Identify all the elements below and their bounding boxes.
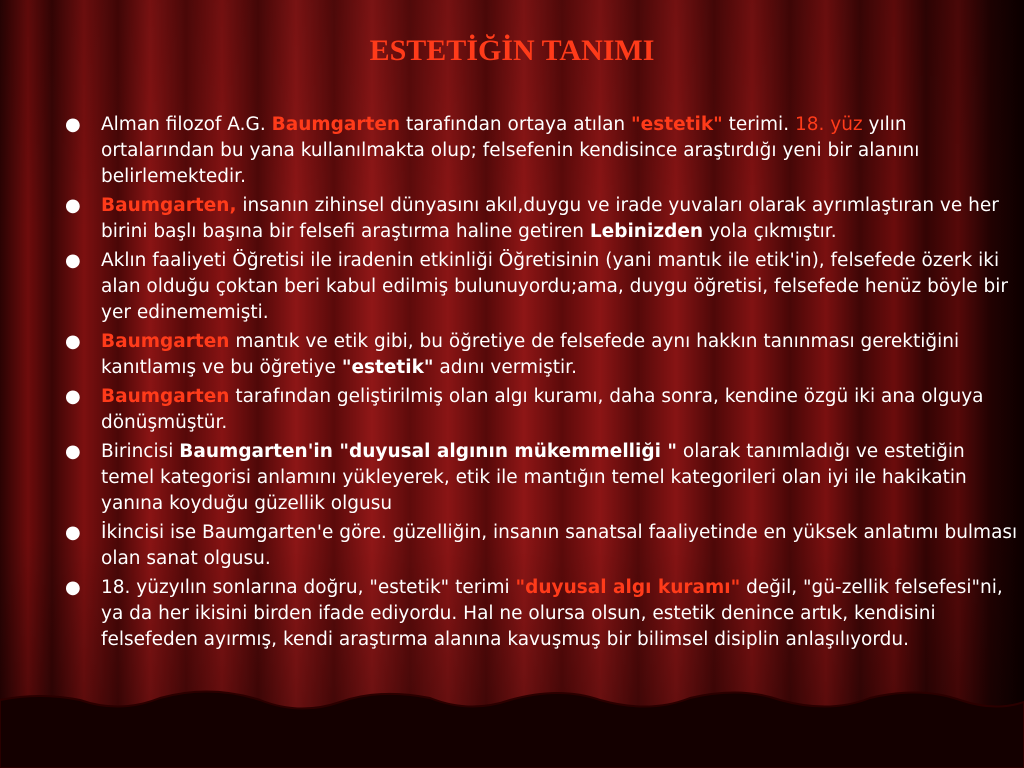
bullet-dot-icon: ● [65, 331, 81, 352]
list-item [56, 575, 1018, 653]
bullet-dot-icon: ● [65, 250, 81, 271]
list-item [56, 193, 1018, 245]
bullet-dot-icon: ● [65, 114, 81, 135]
bullet-dot-icon: ● [65, 577, 81, 598]
bullet-dot-icon: ● [65, 195, 81, 216]
highlight-baumgarten: Baumgarten [271, 114, 401, 135]
slide-title: ESTETİĞİN TANIMI [369, 34, 655, 67]
highlight-baumgarten: Baumgarten [101, 331, 230, 352]
text-run: olarak tanımladığı ve estetiğin temel kategorisi anlamını yükleyerek, etik ile mantığın temel kategorileri olan iyi ile hakikatin yanına koyduğu güzellik olgusu [101, 441, 967, 514]
text-run: 18. yüzyılın sonlarına doğru, "estetik" terimi [101, 577, 516, 598]
text-run: Aklın faaliyeti Öğretisi ile iradenin etkinliği Öğretisinin (yani mantık ile etik'in), felsefede özerk iki alan olduğu çoktan beri kabul edilmiş bulunuyordu;ama, duygu öğretisi, felsefede henüz böyle bir yer edinememişti. [101, 250, 1008, 323]
bold-estetik: "estetik" [341, 357, 434, 378]
bullet-text [101, 522, 1017, 569]
text-run: insanın zihinsel dünyasını akıl,duygu ve irade yuvaları olarak ayrımlaştıran ve her birini başlı başına bir felsefi araştırma haline getiren [101, 195, 999, 242]
bullet-dot-icon: ● [65, 441, 81, 462]
bold-lebinizden: Lebinizden [589, 221, 704, 242]
bold-definition: Baumgarten'in "duyusal algının mükemmelliği " [179, 441, 678, 462]
highlight-theory: "duyusal algı kuramı" [515, 577, 741, 598]
bullet-dot-icon: ● [65, 522, 81, 543]
text-run: tarafından geliştirilmiş olan algı kuramı, daha sonra, kendine özgü iki ana olguya dönüşmüştür. [101, 386, 984, 433]
highlight-baumgarten: Baumgarten [101, 386, 230, 407]
text-run: yola çıkmıştır. [703, 221, 837, 242]
bullet-text [101, 250, 1008, 323]
list-item [56, 112, 1018, 190]
list-item [56, 384, 1018, 436]
list-item [56, 520, 1018, 572]
text-run: Alman filozof A.G. [101, 114, 272, 135]
bullet-text [101, 577, 1003, 650]
list-item [56, 439, 1018, 517]
bullet-text [101, 441, 967, 514]
highlight-century: 18. yüz [794, 114, 863, 135]
list-item [56, 329, 1018, 381]
highlight-estetik: "estetik" [631, 114, 723, 135]
text-run: değil, "gü-zellik felsefesi"ni, ya da her ikisini birden ifade ediyordu. Hal ne olursa olsun, estetik denince artık, kendisini felsefeden ayırmış, kendi araştırma alanına kavuşmuş bir bilimsel disiplin anlaşılıyordu. [101, 577, 1003, 650]
text-run: terimi. [722, 114, 795, 135]
text-run: tarafından ortaya atılan [400, 114, 632, 135]
text-run: Birincisi [101, 441, 180, 462]
text-run: İkincisi ise Baumgarten'e göre. güzelliğin, insanın sanatsal faaliyetinde en yüksek anlatımı bulması olan sanat olgusu. [101, 522, 1018, 569]
bullet-text [101, 195, 999, 242]
bullet-text [101, 386, 984, 433]
text-run: mantık ve etik gibi, bu öğretiye de felsefede aynı hakkın tanınması gerektiğini kanıtlamış ve bu öğretiye [101, 331, 960, 378]
list-item [56, 248, 1018, 326]
bullet-list [56, 112, 1018, 656]
text-run: yılın ortalarından bu yana kullanılmakta olup; felsefenin kendisince araştırdığı yeni bir alanını belirlemektedir. [101, 114, 920, 187]
highlight-baumgarten: Baumgarten, [101, 195, 237, 216]
bullet-text [101, 114, 919, 187]
text-run: adını vermiştir. [433, 357, 577, 378]
bullet-text [101, 331, 959, 378]
bullet-dot-icon: ● [65, 386, 81, 407]
